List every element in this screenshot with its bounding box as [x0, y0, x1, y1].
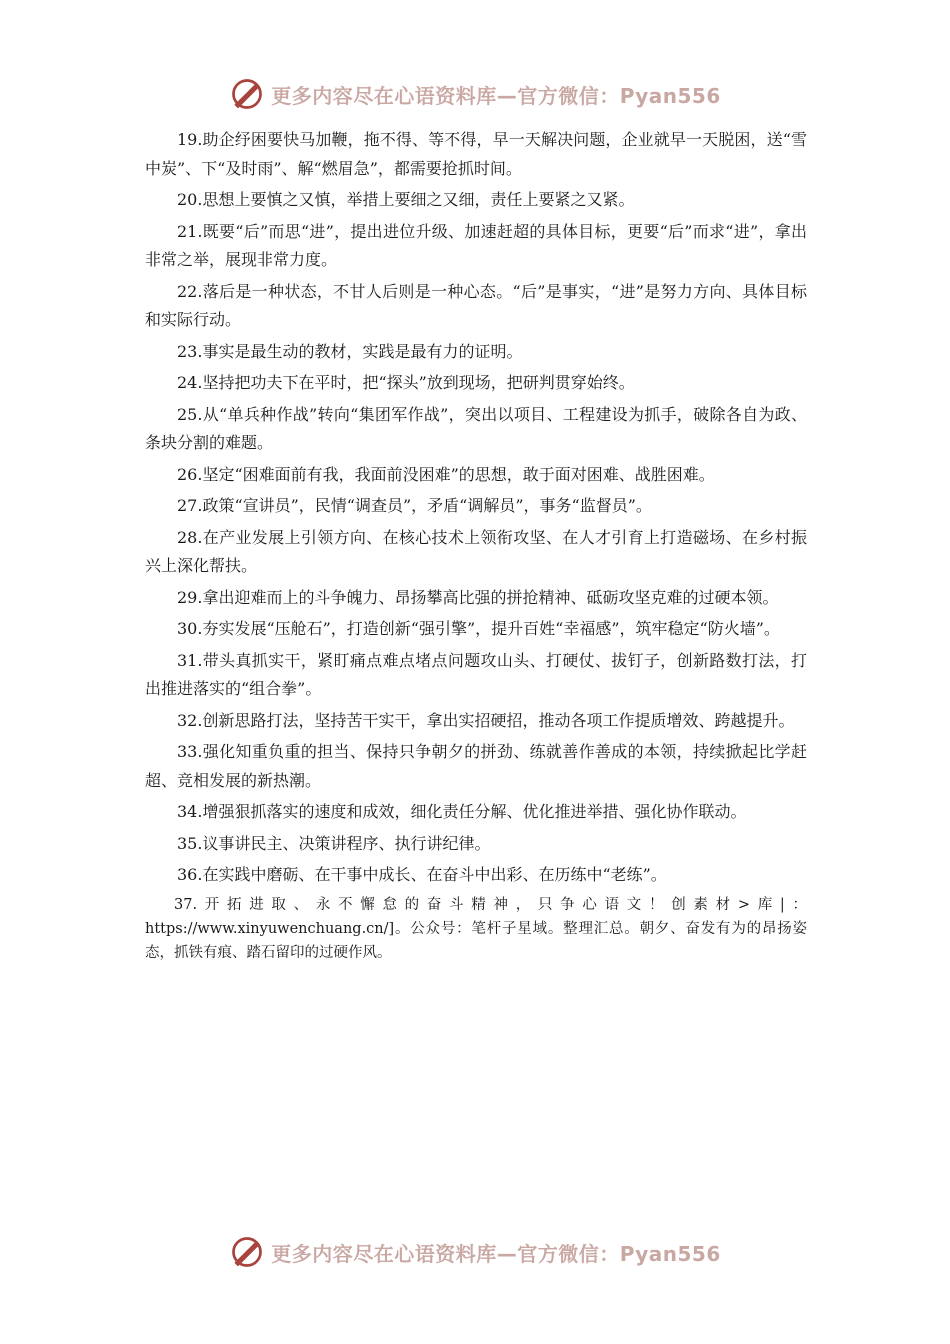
paragraph-32: 32.创新思路打法，坚持苦干实干，拿出实招硬招，推动各项工作提质增效、跨越提升。 [177, 710, 795, 730]
pen-logo-icon [229, 1234, 265, 1270]
paragraph-27: 27.政策“宣讲员”，民情“调查员”，矛盾“调解员”，事务“监督员”。 [177, 496, 652, 515]
footer-banner-text: 更多内容尽在心语资料库—官方微信：Pyan556 [271, 1241, 721, 1266]
paragraph-31: 31.带头真抓实干，紧盯痛点难点堵点问题攻山头、打硬仗、拔钉子，创新路数打法，打出推进落实的“组合拳”。 [145, 650, 807, 698]
paragraph-35: 35.议事讲民主、决策讲程序、执行讲纪律。 [177, 833, 491, 853]
document-body [145, 126, 807, 968]
paragraph-24: 24.坚持把功夫下在平时，把“探头”放到现场，把研判贯穿始终。 [177, 373, 635, 392]
paragraph-33: 33.强化知重负重的担当、保持只争朝夕的拼劲、练就善作善成的本领，持续掀起比学赶超、竞相发展的新热潮。 [145, 742, 807, 790]
pen-logo-icon [229, 76, 265, 112]
paragraph-25: 25.从“单兵种作战”转向“集团军作战”，突出以项目、工程建设为抓手，破除各自为政、条块分割的难题。 [145, 404, 807, 452]
paragraph-28: 28.在产业发展上引领方向、在核心技术上领衔攻坚、在人才引育上打造磁场、在乡村振兴上深化帮扶。 [145, 527, 807, 575]
header-banner-text: 更多内容尽在心语资料库—官方微信：Pyan556 [271, 83, 721, 108]
paragraph-19: 19.助企纾困要快马加鞭，拖不得、等不得，早一天解决问题，企业就早一天脱困，送“雪中炭”、下“及时雨”、解“燃眉急”，都需要抢抓时间。 [145, 130, 807, 178]
paragraph-20: 20.思想上要慎之又慎，举措上要细之又细，责任上要紧之又紧。 [177, 190, 635, 209]
footer-banner [0, 1230, 950, 1274]
paragraph-37: 37.开拓进取、永不懈怠的奋斗精神，只争心语文！创素材>库|：https://www.xinyuwenchuang.cn/]。公众号：笔杆子星域。整理汇总。朝夕、奋发有为的昂扬姿态，抓铁有痕、踏石留印的过硬作风。 [145, 896, 807, 961]
header-banner [0, 72, 950, 116]
paragraph-26: 26.坚定“困难面前有我，我面前没困难”的思想，敢于面对困难、战胜困难。 [177, 464, 715, 484]
paragraph-30: 30.夯实发展“压舱石”，打造创新“强引擎”，提升百姓“幸福感”，筑牢稳定“防火墙”。 [177, 619, 780, 638]
paragraph-36: 36.在实践中磨砺、在干事中成长、在奋斗中出彩、在历练中“老练”。 [177, 865, 667, 884]
paragraph-22: 22.落后是一种状态，不甘人后则是一种心态。“后”是事实，“进”是努力方向、具体目标和实际行动。 [145, 281, 807, 329]
paragraph-34: 34.增强狠抓落实的速度和成效，细化责任分解、优化推进举措、强化协作联动。 [177, 802, 747, 821]
paragraph-21: 21.既要“后”而思“进”，提出进位升级、加速赶超的具体目标，更要“后”而求“进”，拿出非常之举，展现非常力度。 [145, 221, 807, 269]
paragraph-29: 29.拿出迎难而上的斗争魄力、昂扬攀高比强的拼抢精神、砥砺攻坚克难的过硬本领。 [177, 587, 779, 607]
paragraph-23: 23.事实是最生动的教材，实践是最有力的证明。 [177, 341, 523, 361]
